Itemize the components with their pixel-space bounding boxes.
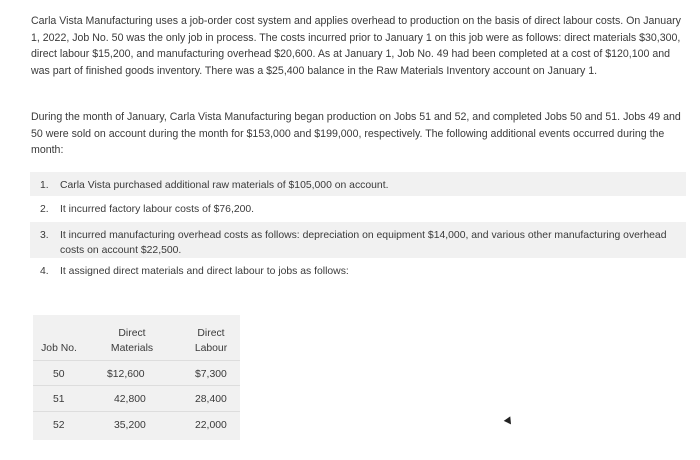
cell-job-no: 50 xyxy=(53,369,65,380)
event-text: It incurred factory labour costs of $76,200. xyxy=(60,204,255,215)
january-paragraph: During the month of January, Carla Vista Manufacturing began production on Jobs 51 and 52, and completed Jobs 50 and 51. Jobs 49 and 50 were sold on account during the month for $153,000 and $199,000, respectively. The following additional events occurred during the month: xyxy=(31,111,681,156)
header-direct-labour-line1: Direct xyxy=(197,328,225,339)
event-number: 3. xyxy=(40,230,49,241)
cell-direct-labour: $7,300 xyxy=(195,369,227,380)
cell-job-no: 51 xyxy=(53,394,65,405)
header-direct-materials-line2: Materials xyxy=(110,343,154,354)
mouse-cursor-icon xyxy=(504,416,515,426)
job-assignment-table xyxy=(33,315,240,440)
event-item xyxy=(30,172,686,196)
event-item xyxy=(30,258,686,284)
cell-job-no: 52 xyxy=(53,420,65,431)
header-job-no: Job No. xyxy=(41,343,77,354)
event-number: 4. xyxy=(40,266,49,277)
cell-direct-materials: $12,600 xyxy=(107,369,145,380)
row-divider xyxy=(33,360,240,361)
header-direct-labour-line2: Labour xyxy=(194,343,228,354)
events-list xyxy=(30,172,686,284)
header-direct-materials-line1: Direct xyxy=(118,328,146,339)
event-number: 2. xyxy=(40,204,49,215)
event-text: It incurred manufacturing overhead costs as follows: depreciation on equipment $14,000, and various other manufacturing overhead costs on account $22,500. xyxy=(60,230,667,256)
row-divider xyxy=(33,385,240,386)
cell-direct-labour: 22,000 xyxy=(195,420,227,431)
cell-direct-materials: 42,800 xyxy=(114,394,146,405)
cell-direct-labour: 28,400 xyxy=(195,394,227,405)
cell-direct-materials: 35,200 xyxy=(114,420,146,431)
row-divider xyxy=(33,411,240,412)
event-item xyxy=(30,222,686,258)
event-item xyxy=(30,196,686,222)
event-text: Carla Vista purchased additional raw materials of $105,000 on account. xyxy=(60,180,389,191)
event-number: 1. xyxy=(40,180,49,191)
event-text: It assigned direct materials and direct labour to jobs as follows: xyxy=(60,266,349,277)
intro-paragraph: Carla Vista Manufacturing uses a job-order cost system and applies overhead to production on the basis of direct labour costs. On January 1, 2022, Job No. 50 was the only job in process. The costs incurred prior to January 1 on this job were as follows: direct materials $30,300, direct labour $15,200, and manufacturing overhead $20,600. As at January 1, Job No. 49 had been completed at a cost of $120,100 and was part of finished goods inventory. There was a $25,400 balance in the Raw Materials Inventory account on January 1. xyxy=(31,15,681,77)
